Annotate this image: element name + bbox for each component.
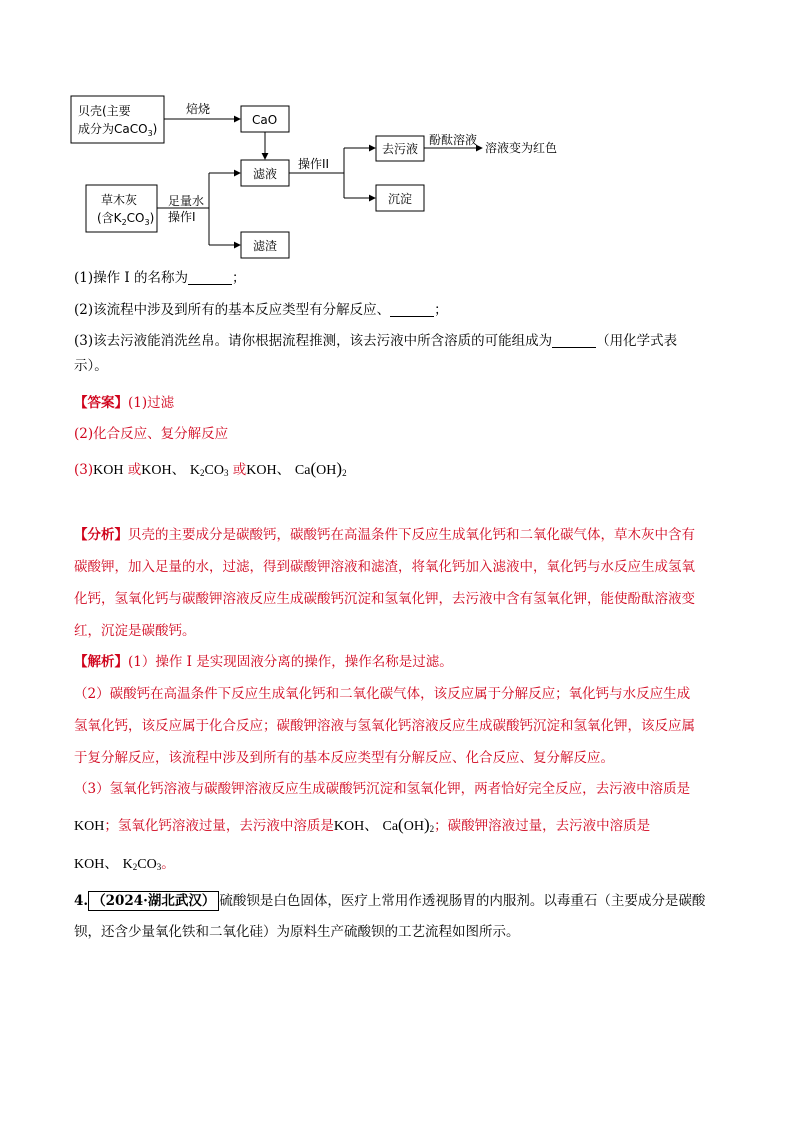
question-2: (2)该流程中涉及到所有的基本反应类型有分解反应、 ； [74, 302, 448, 318]
answer-blank-3[interactable] [552, 333, 596, 348]
turns-red-label: 溶液变为红色 [485, 141, 558, 155]
question-4-line-1: 4. （2024·湖北武汉） 硫酸钡是白色固体，医疗上常用作透视肠胃的内服剂。以毒重石（主要成分是碳酸 [74, 893, 706, 909]
explanation-2-line-2: 氢氧化钙，该反应属于化合反应；碳酸钾溶液与氢氧化钙溶液反应生成碳酸钙沉淀和氢氧化钾，该反应属 [74, 718, 695, 734]
explanation-3-line-2: KOH；氢氧化钙溶液过量，去污液中溶质是KOH、 $Ca(OH)_2$；碳酸钾溶液过量，去污液中溶质是 [74, 815, 651, 834]
answer-blank-2[interactable] [390, 302, 434, 317]
analysis-line-4: 红，沉淀是碳酸钙。 [74, 623, 196, 639]
explanation-3-line-3: KOH、 $K_2CO_3$。 [74, 856, 175, 872]
explanation-3-line-1: （3）氢氧化钙溶液与碳酸钾溶液反应生成碳酸钙沉淀和氢氧化钾，两者恰好完全反应，去污液中溶质是 [74, 781, 691, 797]
answer-2: (2)化合反应、复分解反应 [74, 426, 229, 442]
phenol-label: 酚酞溶液 [429, 133, 478, 147]
explanation-1: 【解析】(1）操作 I 是实现固液分离的操作，操作名称是过滤。 [74, 654, 453, 670]
source-tag: （2024·湖北武汉） [88, 891, 219, 911]
explanation-2-line-3: 于复分解反应，该流程中涉及到所有的基本反应类型有分解反应、化合反应、复分解反应。 [74, 750, 614, 766]
question-3: (3)该去污液能消洗丝帛。请你根据流程推测，该去污液中所含溶质的可能组成为 （用化学式表 [74, 333, 678, 349]
process-flowchart [0, 0, 794, 270]
op1-label: 操作I [168, 210, 196, 224]
ash-box-line1: 草木灰 [101, 193, 138, 207]
question-1: (1)操作 I 的名称为 ； [74, 270, 246, 286]
explanation-2-line-1: （2）碳酸钙在高温条件下反应生成氧化钙和二氧化碳气体，该反应属于分解反应；氧化钙与水反应生成 [74, 686, 691, 702]
analysis-line-2: 碳酸钾，加入足量的水，过滤，得到碳酸钾溶液和滤渣，将氧化钙加入滤液中，氧化钙与水反应生成氢氧 [74, 559, 695, 575]
question-4-line-2: 钡，还含少量氧化铁和二氧化硅）为原料生产硫酸钡的工艺流程如图所示。 [74, 924, 520, 940]
op2-label: 操作II [298, 157, 330, 171]
residue-label: 滤渣 [253, 239, 278, 253]
precipitate-label: 沉淀 [388, 192, 413, 206]
shell-box-line1: 贝壳(主要 [78, 104, 131, 118]
answer-1: 【答案】(1)过滤 [74, 395, 175, 411]
question-3-cont: 示）。 [74, 358, 108, 374]
ash-box-line2: (含$K_2CO_3$) [97, 211, 155, 227]
calcine-label: 焙烧 [186, 102, 211, 116]
answer-blank-1[interactable] [188, 270, 232, 285]
detergent-label: 去污液 [382, 142, 419, 156]
water-label: 足量水 [168, 194, 205, 208]
filtrate-label: 滤液 [253, 167, 278, 181]
shell-box-line2: 成分为CaCO$_3$) [78, 122, 158, 138]
analysis-line-1: 【分析】贝壳的主要成分是碳酸钙，碳酸钙在高温条件下反应生成氧化钙和二氧化碳气体，草木灰中含有 [74, 527, 695, 543]
answer-3: (3)KOH 或KOH、 $K_2CO_3$ 或KOH、 $Ca(OH)_2$ [74, 459, 347, 478]
cao-label: CaO [252, 113, 278, 127]
analysis-line-3: 化钙，氢氧化钙与碳酸钾溶液反应生成碳酸钙沉淀和氢氧化钾，去污液中含有氢氧化钾，能使酚酞溶液变 [74, 591, 695, 607]
